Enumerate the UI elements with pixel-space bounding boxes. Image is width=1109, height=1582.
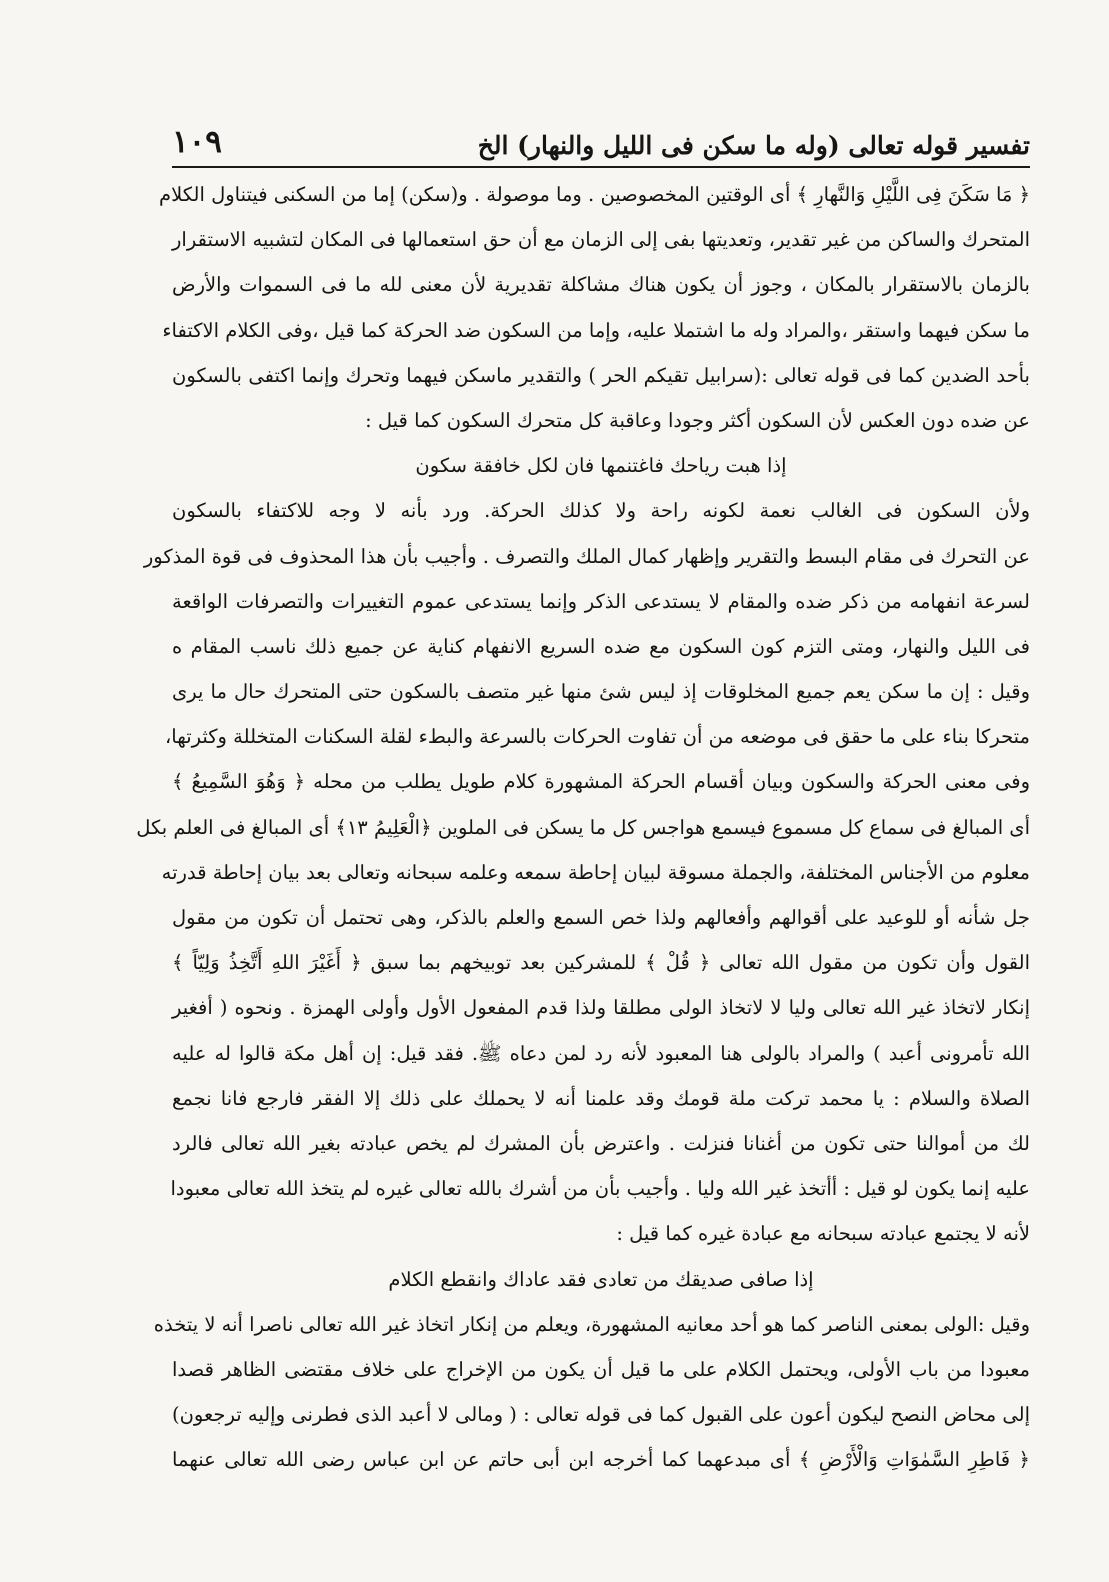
text-line: وفى معنى الحركة والسكون وبيان أقسام الحركة المشهورة كلام طويل يطلب من محله ﴿ وَهُوَ السَّمِيعُ ﴾ <box>172 770 1030 794</box>
text-line: ما سكن فيهما واستقر ،والمراد وله ما اشتملا عليه، وإما من السكون ضد الحركة كما قيل ،وفى الكلام الاكتفاء <box>162 318 1030 342</box>
text-line: إنكار لاتخاذ غير الله تعالى وليا لا لاتخاذ الولى مطلقا ولذا قدم المفعول الأول وأولى الهمزة . ونحوه ( أفغير <box>172 996 1030 1020</box>
poetry-verse: إذا هبت رياحك فاغتنمها فان لكل خافقة سكون <box>415 454 787 478</box>
text-line: المتحرك والساكن من غير تقدير، وتعديتها بفى إلى الزمان مع أن حق استعمالها فى المكان لتشبيه الاستقرار <box>172 228 1030 252</box>
text-line: وقيل : إن ما سكن يعم جميع المخلوقات إذ ليس شئ منها غير متصف بالسكون حتى المتحرك حال ما يرى <box>172 680 1030 704</box>
text-line: متحركا بناء على ما حقق فى موضعه من أن تفاوت الحركات بالسرعة والبطء لقلة السكنات المتخللة وكثرتها، <box>164 725 1030 749</box>
text-line: ﴿ فَاطِرِ السَّمٰوَاتِ وَالْأَرْضِ ﴾ أى مبدعهما كما أخرجه ابن أبى حاتم عن ابن عباس رضى الله تعالى عنهما <box>172 1448 1030 1472</box>
text-line: وقيل :الولى بمعنى الناصر كما هو أحد معانيه المشهورة، ويعلم من إنكار اتخاذ غير الله تعالى ناصرا أنه لا يتخذه <box>153 1312 1030 1336</box>
text-line: معبودا من باب الأولى، ويحتمل الكلام على ما قيل أن يكون من الإخراج على خلاف مقتضى الظاهر قصدا <box>172 1357 1030 1381</box>
text-line: لك من أموالنا حتى تكون من أغنانا فنزلت . واعترض بأن المشرك لم يخص عبادته بغير الله تعالى فالرد <box>172 1131 1030 1155</box>
poetry-verse: إذا صافى صديقك من تعادى فقد عاداك وانقطع الكلام <box>388 1267 814 1291</box>
text-line: بالزمان بالاستقرار بالمكان ، وجوز أن يكون هناك مشاكلة تقديرية لأن معنى لله ما فى السموات والأرض <box>172 273 1030 297</box>
body-text <box>136 172 1030 1482</box>
text-line: ﴿ مَا سَكَنَ فِى اللَّيْلِ وَالنَّهارِ ﴾ أى الوقتين المخصوصين . وما موصولة . و(سكن) إما من السكنى فيتناول الكلام <box>159 183 1030 206</box>
page-number: ١٠٩ <box>172 124 222 160</box>
text-line: فى الليل والنهار، ومتى التزم كون السكون مع ضده السريع الانفهام كناية عن جميع ذلك ناسب المقام ه <box>172 634 1030 658</box>
text-line: معلوم من الأجناس المختلفة، والجملة مسوقة لبيان إحاطة سمعه وعلمه سبحانه وتعالى بعد بيان إحاطة قدرته <box>161 860 1030 884</box>
text-line: الصلاة والسلام : يا محمد تركت ملة قومك وقد علمنا أنه لا يحملك على ذلك إلا الفقر فارجع فانا نجمع <box>172 1086 1030 1110</box>
text-line: عن التحرك فى مقام البسط والتقرير وإظهار كمال الملك والتصرف . وأجيب بأن هذا المحذوف فى قوة المذكور <box>143 544 1030 568</box>
text-line: ولأن السكون فى الغالب نعمة لكونه راحة ولا كذلك الحركة. ورد بأنه لا وجه للاكتفاء بالسكون <box>172 499 1030 523</box>
header-title: تفسير قوله تعالى (وله ما سكن فى الليل والنهار) الخ <box>477 131 1030 160</box>
text-line: أى المبالغ فى سماع كل مسموع فيسمع هواجس كل ما يسكن فى الملوين ﴿الْعَلِيمُ ١٣﴾ أى المبالغ فى العلم بكل <box>136 815 1030 839</box>
text-line: الله تأمرونى أعبد ) والمراد بالولى هنا المعبود لأنه رد لمن دعاه ﷺ. فقد قيل: إن أهل مكة قالوا له عليه <box>172 1041 1030 1065</box>
text-line: لأنه لا يجتمع عبادته سبحانه مع عبادة غيره كما قيل : <box>616 1222 1030 1246</box>
text-line: عن ضده دون العكس لأن السكون أكثر وجودا وعاقبة كل متحرك السكون كما قيل : <box>365 408 1030 432</box>
text-line: جل شأنه أو للوعيد على أقوالهم وأفعالهم ولذا خص السمع والعلم بالذكر، وهى تحتمل أن تكون من مقول <box>172 906 1030 929</box>
text-line: لسرعة انفهامه من ذكر ضده والمقام لا يستدعى الذكر وإنما يستدعى عموم التغييرات والتصرفات الواقعة <box>172 589 1030 613</box>
text-line: إلى محاض النصح ليكون أعون على القبول كما فى قوله تعالى : ( ومالى لا أعبد الذى فطرنى وإليه ترجعون) <box>172 1403 1030 1427</box>
text-line: بأحد الضدين كما فى قوله تعالى :(سرابيل تقيكم الحر ) والتقدير ماسكن فيهما وتحرك وإنما اكتفى بالسكون <box>172 363 1030 387</box>
text-line: عليه إنما يكون لو قيل : أأتخذ غير الله وليا . وأجيب بأن من أشرك بالله تعالى غيره لم يتخذ الله تعالى معبودا <box>170 1177 1030 1201</box>
running-header <box>172 112 1030 168</box>
text-line: القول وأن تكون من مقول الله تعالى ﴿ قُلْ ﴾ للمشركين بعد توبيخهم بما سبق ﴿ أَغَيْرَ اللهِ أَتَّخِذُ وَلِيّاً ﴾ <box>172 951 1030 975</box>
